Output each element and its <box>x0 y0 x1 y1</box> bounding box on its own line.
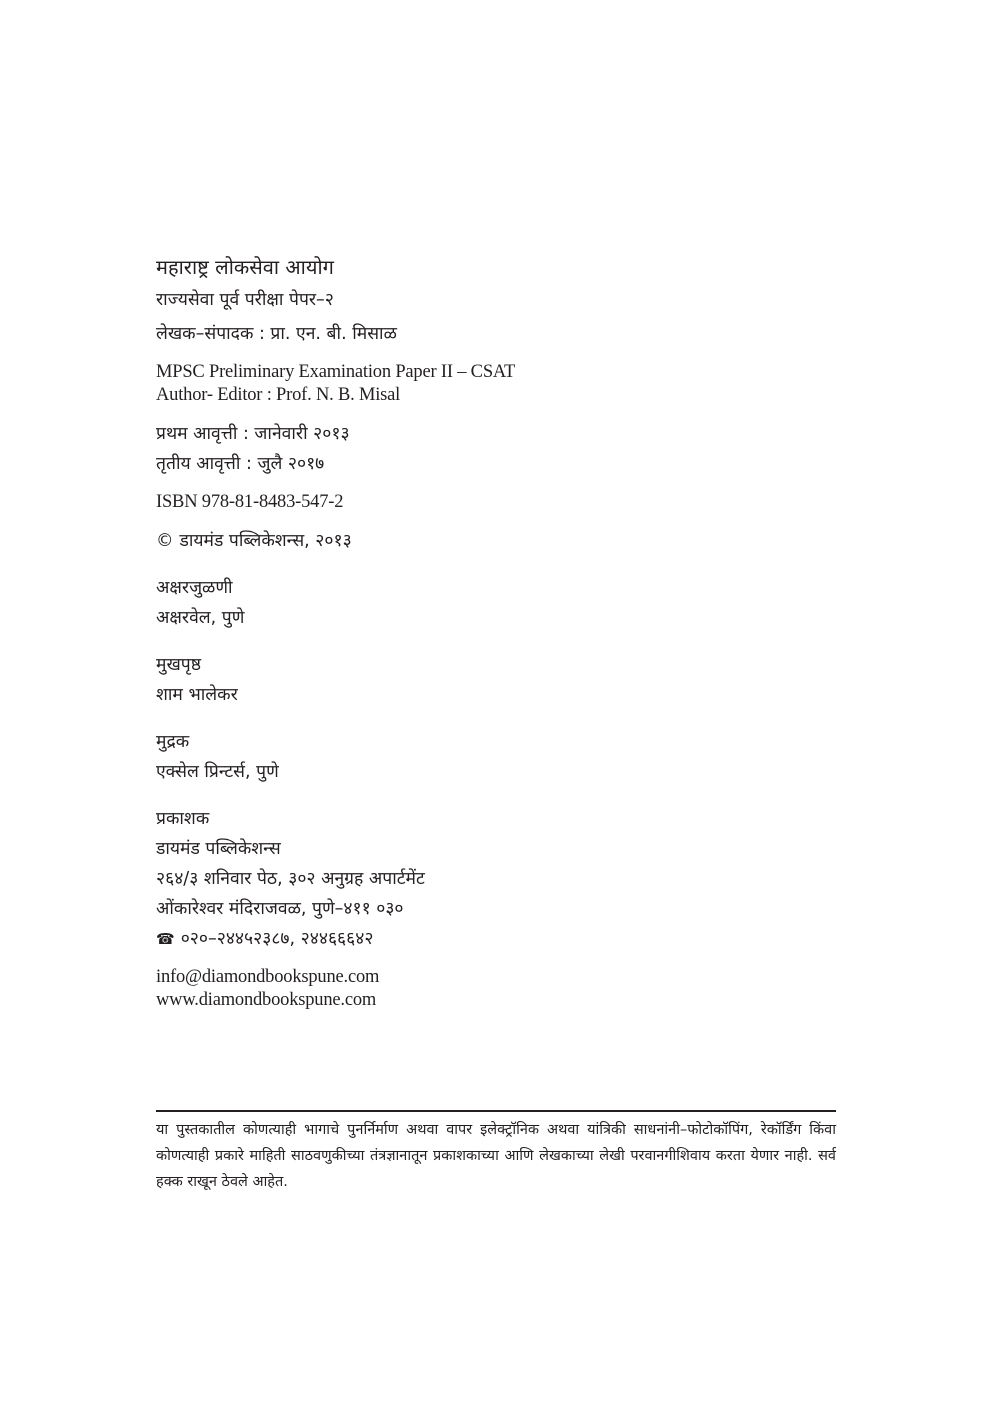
telephone-icon: ☎ <box>156 930 175 948</box>
copyright-holder: डायमंड पब्लिकेशन्स, २०१३ <box>179 531 352 551</box>
copyright-line <box>156 526 846 556</box>
copyright-page <box>156 253 846 1012</box>
book-subtitle-marathi: राज्यसेवा पूर्व परीक्षा पेपर–२ <box>156 290 334 310</box>
author-marathi: लेखक–संपादक : प्रा. एन. बी. मिसाळ <box>156 324 397 344</box>
rights-notice: या पुस्तकातील कोणत्याही भागाचे पुनर्निर्माण अथवा वापर इलेक्ट्रॉनिक अथवा यांत्रिकी साधनांनी–फोटोकॉपिंग, रेकॉर्डिंग किंवा कोणत्याही प्रकारे माहिती साठवणुकीच्या तंत्रज्ञानातून प्रकाशकाच्या आणि लेखकाच्या लेखी परवानगीशिवाय करता येणार नाही. सर्व हक्क राखून ठेवले आहेत. <box>156 1122 836 1190</box>
publisher-address-line2: ओंकारेश्वर मंदिराजवळ, पुणे–४११ ०३० <box>156 899 404 919</box>
publisher-email[interactable]: info@diamondbookspune.com <box>156 967 380 987</box>
book-title-english: MPSC Preliminary Examination Paper II – CSAT <box>156 362 516 382</box>
cover-label: मुखपृष्ठ <box>156 655 202 675</box>
divider-rule <box>156 1110 836 1112</box>
publisher-website[interactable]: www.diamondbookspune.com <box>156 990 377 1010</box>
typesetting-value: अक्षरवेल, पुणे <box>156 608 245 628</box>
third-edition: तृतीय आवृत्ती : जुलै २०१७ <box>156 454 325 474</box>
typesetting-label: अक्षरजुळणी <box>156 578 233 598</box>
isbn: ISBN 978-81-8483-547-2 <box>156 492 344 512</box>
book-title-marathi: महाराष्ट्र लोकसेवा आयोग <box>156 255 334 279</box>
author-english: Author- Editor : Prof. N. B. Misal <box>156 385 401 405</box>
copyright-icon: © <box>156 531 174 551</box>
publisher-address-line1: २६४/३ शनिवार पेठ, ३०२ अनुग्रह अपार्टमेंट <box>156 869 425 889</box>
first-edition: प्रथम आवृत्ती : जानेवारी २०१३ <box>156 424 350 444</box>
publisher-label: प्रकाशक <box>156 809 210 829</box>
printer-value: एक्सेल प्रिन्टर्स, पुणे <box>156 762 279 782</box>
publisher-name: डायमंड पब्लिकेशन्स <box>156 839 281 859</box>
cover-value: शाम भालेकर <box>156 685 238 705</box>
publisher-phone: ०२०–२४४५२३८७, २४४६६६४२ <box>180 929 374 949</box>
printer-label: मुद्रक <box>156 732 190 752</box>
publisher-phone-line <box>156 924 846 954</box>
